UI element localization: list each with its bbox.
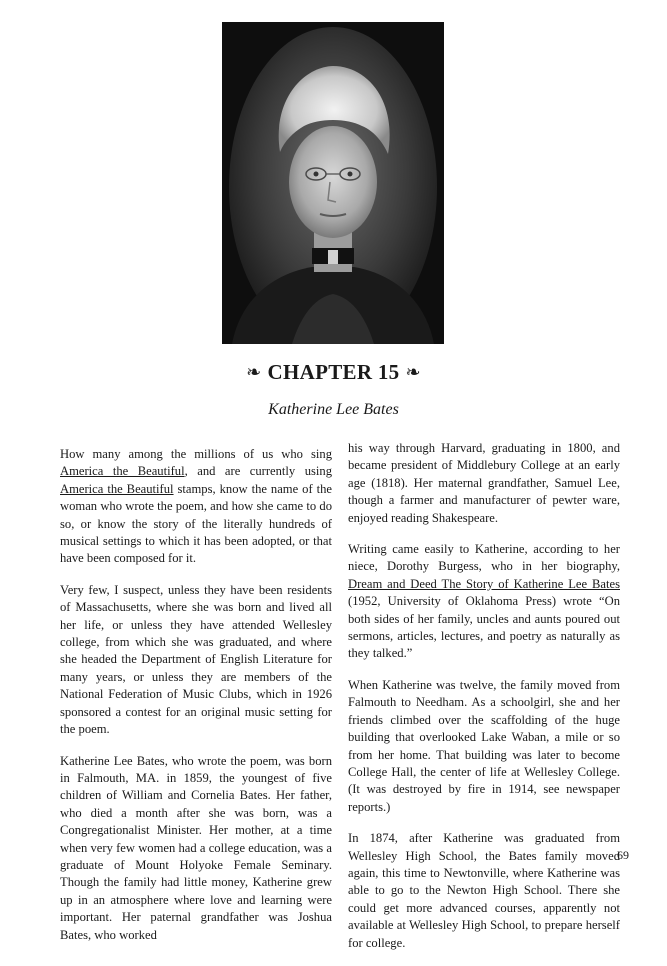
paragraph: When Katherine was twelve, the family moved from Falmouth to Needham. As a schoolgirl, she and her friends climbed over the scaffolding of the huge building that overlooked Lake Waban, a mile or so from her home. That building was later to become College Hall, the center of life at Wellesley College. (It was destroyed by fire in 1914, see newspaper reports.) <box>348 677 620 814</box>
paragraph: his way through Harvard, graduating in 1800, and became president of Middlebury College at an early age (1818). Her maternal grandfather, Samuel Lee, though a farmer and manufacturer of pewter ware, enjoyed reading Shakespeare. <box>348 441 620 525</box>
ornament-right-icon: ❧ <box>405 362 421 382</box>
chapter-subtitle: Katherine Lee Bates <box>268 401 399 418</box>
book-title: Dream and Deed The Story of Katherine Lee Bates <box>348 576 620 591</box>
stamp-title: America the Beautiful <box>60 481 174 496</box>
text-run: , and are currently using <box>184 464 333 479</box>
paragraph: Very few, I suspect, unless they have been residents of Massachusetts, where she was born and lived all her life, or unless they have attended Wellesley college, from which she was graduated, and where she headed the Department of English Literature for many years, or unless they are members of the National Federation of Music Clubs, which in 1926 sponsored a contest for an original music setting for the poem. <box>60 582 332 737</box>
portrait-photo <box>222 22 444 344</box>
chapter-title: CHAPTER 15 <box>267 360 400 384</box>
text-run: Writing came easily to Katherine, according to her niece, Dorothy Burgess, who in her biography, <box>348 542 620 574</box>
paragraph <box>60 446 332 568</box>
right-column <box>348 440 620 966</box>
paragraph: In 1874, after Katherine was graduated from Wellesley High School, the Bates family moved again, this time to Newtonville, where Katherine was able to go to the Newton High School. There she could get more advanced courses, apparently not available at Wellesley High School, to prepare herself for college. <box>348 831 620 950</box>
paragraph: Katherine Lee Bates, who wrote the poem, was born in Falmouth, MA. in 1859, the youngest of five children of William and Cornelia Bates. Her father, who died a month after she was born, was a Congregationalist Minister. Her mother, at a time when very few women had a college education, was a graduate of Mount Holyoke Female Seminary. Though the family had little money, Katherine grew up in an atmosphere where love and learning were important. Her paternal grandfather was Joshua Bates, who worked <box>60 753 332 942</box>
song-title: America the Beautiful <box>60 464 185 479</box>
text-run: stamps, know the name of the woman who wrote the poem, and how she came to do so, or know the story of the literally hundreds of musical settings to which it has been adopted, or that have been composed for it. <box>60 481 332 566</box>
left-column <box>60 446 332 958</box>
chapter-heading <box>0 360 667 385</box>
text-run: How many among the millions of us who sing <box>60 447 332 461</box>
portrait-image <box>222 22 444 344</box>
paragraph <box>348 541 620 663</box>
text-run: (1952, University of Oklahoma Press) wrote “On both sides of her family, uncles and aunts poured out sermons, articles, lectures, and poetry as naturally as they talked.” <box>348 594 620 661</box>
page-number: 69 <box>617 848 629 862</box>
ornament-left-icon: ❧ <box>246 362 262 382</box>
